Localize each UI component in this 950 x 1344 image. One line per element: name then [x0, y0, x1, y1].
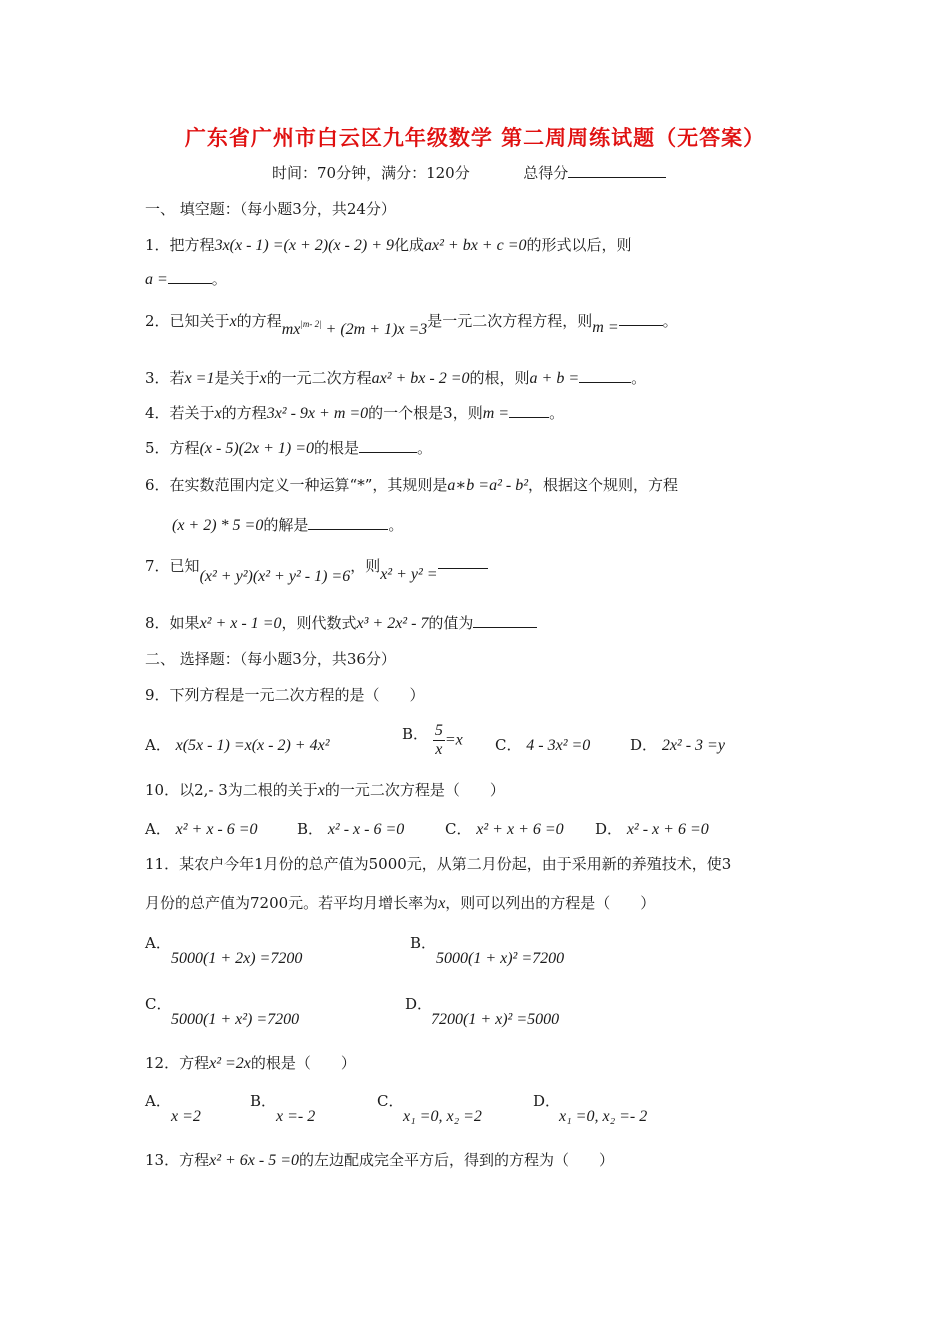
q11-option-a[interactable]: A． 5000(1 + 2x) =7200: [145, 934, 303, 967]
question-8: 8．如果x² + x - 1 =0，则代数式x³ + 2x² - 7的值为: [145, 612, 537, 635]
q5-blank: [359, 438, 417, 453]
question-1: 1．把方程3x(x - 1) =(x + 2)(x - 2) + 9化成ax² + bx + c =0的形式以后，则: [145, 236, 632, 254]
q11-option-d[interactable]: D． 7200(1 + x)² =5000: [405, 995, 560, 1028]
q10-option-b[interactable]: B． x² - x - 6 =0: [297, 820, 405, 838]
question-9-stem: 9．下列方程是一元二次方程的是（ ）: [145, 686, 425, 704]
q6-blank: [308, 515, 388, 530]
q9-option-d[interactable]: D． 2x² - 3 =y: [630, 736, 725, 754]
page-title: 广东省广州市白云区九年级数学 第二周周练试题（无答案）: [184, 126, 766, 150]
q11-option-c[interactable]: C． 5000(1 + x²) =7200: [145, 995, 300, 1028]
q12-option-c[interactable]: C． x₁ =0, x₂ =2: [377, 1092, 482, 1125]
q7-blank: [438, 554, 488, 569]
question-2: 2．已知关于x的方程$mx^{|m- 2|} + (2m + 1)x =3$是一元二次方程方程，则m = 。: [145, 312, 678, 338]
q9-option-b[interactable]: B． $\frac{5}{x}$ =x: [402, 722, 463, 758]
q12-option-a[interactable]: A． x =2: [145, 1092, 201, 1125]
q1-blank: [168, 269, 212, 284]
q10-option-c[interactable]: C． x² + x + 6 =0: [445, 820, 564, 838]
q10-option-d[interactable]: D． x² - x + 6 =0: [595, 820, 709, 838]
question-10-stem: 10．以2,- 3为二根的关于x的一元二次方程是（ ）: [145, 781, 505, 799]
total-score-blank: [568, 163, 666, 178]
time-info: 时间：70分钟，满分：120分: [272, 164, 470, 182]
total-score-label: 总得分: [523, 164, 569, 182]
question-4: 4．若关于x的方程3x² - 9x + m =0的一个根是3，则m = 。: [145, 404, 565, 422]
q10-option-a[interactable]: A． x² + x - 6 =0: [145, 820, 258, 838]
q12-option-d[interactable]: D． x₁ =0, x₂ =- 2: [533, 1092, 648, 1125]
question-6-line2: (x + 2) * 5 =0的解是 。: [172, 516, 404, 534]
q11-option-b[interactable]: B． 5000(1 + x)² =7200: [410, 934, 565, 967]
q12-option-b[interactable]: B． x =- 2: [250, 1092, 316, 1125]
q9-option-a[interactable]: A． x(5x - 1) =x(x - 2) + 4x²: [145, 736, 330, 754]
q8-blank: [473, 613, 537, 628]
question-12-stem: 12．方程x² =2x的根是（ ）: [145, 1054, 356, 1072]
q2-blank: [619, 311, 663, 326]
question-1-answer-line: a = 。: [145, 270, 227, 288]
q3-blank: [579, 368, 631, 383]
question-13-stem: 13．方程x² + 6x - 5 =0的左边配成完全平方后，得到的方程为（ ）: [145, 1151, 615, 1169]
question-11-line2: 月份的总产值为7200元。若平均月增长率为x，则可以列出的方程是（ ）: [145, 894, 656, 912]
question-5: 5．方程(x - 5)(2x + 1) =0的根是 。: [145, 439, 433, 457]
time-score-line: [272, 162, 666, 184]
question-11-line1: 11．某农户今年1月份的总产值为5000元，从第二月份起，由于采用新的养殖技术，使3: [145, 855, 732, 873]
question-7: 7．已知(x² + y²)(x² + y² - 1) =6，则x² + y² =: [145, 555, 488, 578]
question-6: 6．在实数范围内定义一种运算“*”，其规则是a∗b =a² - b²，根据这个规则，方程: [145, 476, 678, 494]
q4-blank: [509, 403, 549, 418]
section-1-heading: 一、 填空题：（每小题3分，共24分）: [145, 200, 396, 218]
q9-option-c[interactable]: C． 4 - 3x² =0: [495, 736, 591, 754]
question-3: 3．若x =1是关于x的一元二次方程ax² + bx - 2 =0的根，则a + b = 。: [145, 369, 647, 387]
section-2-heading: 二、 选择题：（每小题3分，共36分）: [145, 650, 396, 668]
